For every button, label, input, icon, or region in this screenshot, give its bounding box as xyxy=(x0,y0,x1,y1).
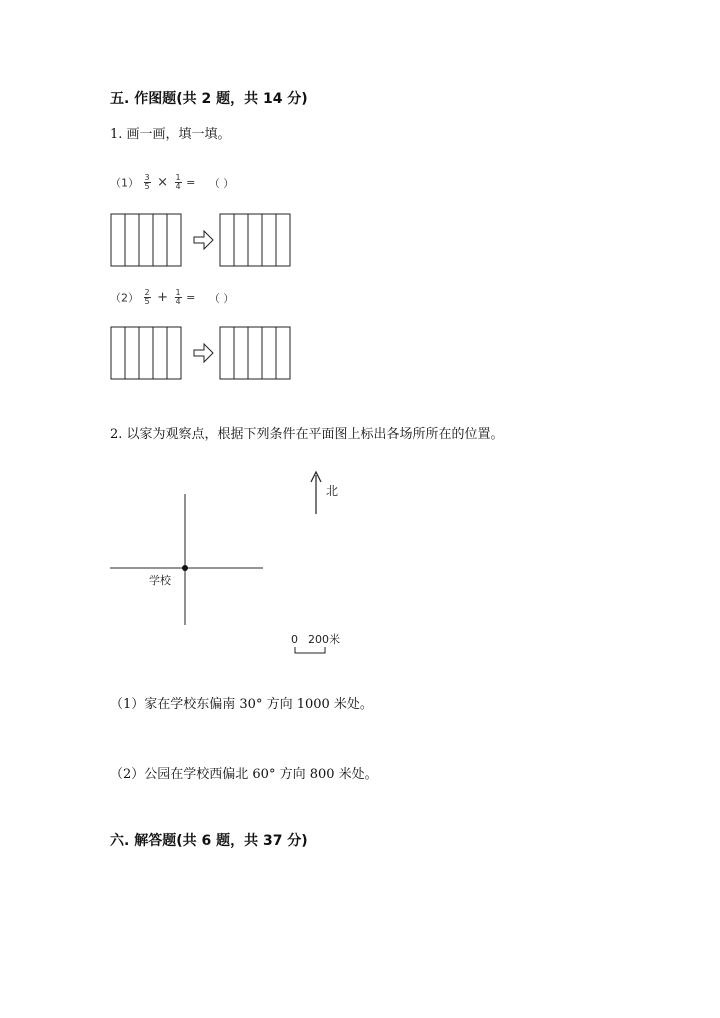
school-label: 学校 xyxy=(149,574,171,587)
q1-item-1-expression xyxy=(110,174,234,191)
q2-condition-1: （1）家在学校东偏南 30° 方向 1000 米处。 xyxy=(110,697,373,712)
q1-item-2-label: （2） xyxy=(110,291,139,305)
north-arrow-icon xyxy=(311,472,321,514)
q1-item-1-fraction-a: $\frac{3}{5}$ xyxy=(144,173,150,191)
q1-item-1-arrow-icon xyxy=(194,231,213,249)
q1-item-1-right-grid[interactable] xyxy=(220,214,290,266)
q1-item-1-fraction-b: $\frac{1}{4}$ xyxy=(175,173,181,191)
q1-item-2-right-grid[interactable] xyxy=(220,327,290,379)
q1-item-2-left-grid[interactable] xyxy=(111,327,181,379)
q1-item-2-equals: = xyxy=(186,291,196,304)
q1-item-1-equals: = xyxy=(186,176,196,189)
q1-item-2-arrow-icon xyxy=(194,344,213,362)
scale-zero-label: 0 xyxy=(291,633,298,646)
q1-item-1-grids xyxy=(105,208,300,273)
q2-prompt: 2. 以家为观察点，根据下列条件在平面图上标出各场所所在的位置。 xyxy=(110,427,504,442)
q1-item-2-fraction-a: $\frac{2}{5}$ xyxy=(144,288,150,306)
q1-item-2-fraction-b: $\frac{1}{4}$ xyxy=(175,288,181,306)
q1-item-1-operator: × xyxy=(157,175,168,190)
section-6-title: 六. 解答题(共 6 题，共 37 分) xyxy=(110,833,308,849)
scale-bar xyxy=(295,647,325,653)
q1-item-1-left-grid[interactable] xyxy=(111,214,181,266)
q1-item-1-answer-blank[interactable]: （ ） xyxy=(208,176,235,190)
section-5-title: 五. 作图题(共 2 题，共 14 分) xyxy=(110,91,308,107)
q1-item-2-grids xyxy=(105,321,300,386)
scale-value-label: 200米 xyxy=(308,633,340,646)
q2-condition-2: （2）公园在学校西偏北 60° 方向 800 米处。 xyxy=(110,767,378,782)
school-point xyxy=(182,565,188,571)
q1-item-1-label: （1） xyxy=(110,176,139,190)
q1-item-2-answer-blank[interactable]: （ ） xyxy=(208,291,235,305)
north-label: 北 xyxy=(326,484,339,498)
q2-map[interactable] xyxy=(105,465,365,660)
q1-prompt: 1. 画一画，填一填。 xyxy=(110,127,231,142)
q1-item-2-operator: + xyxy=(157,290,168,305)
q1-item-2-expression xyxy=(110,289,234,306)
